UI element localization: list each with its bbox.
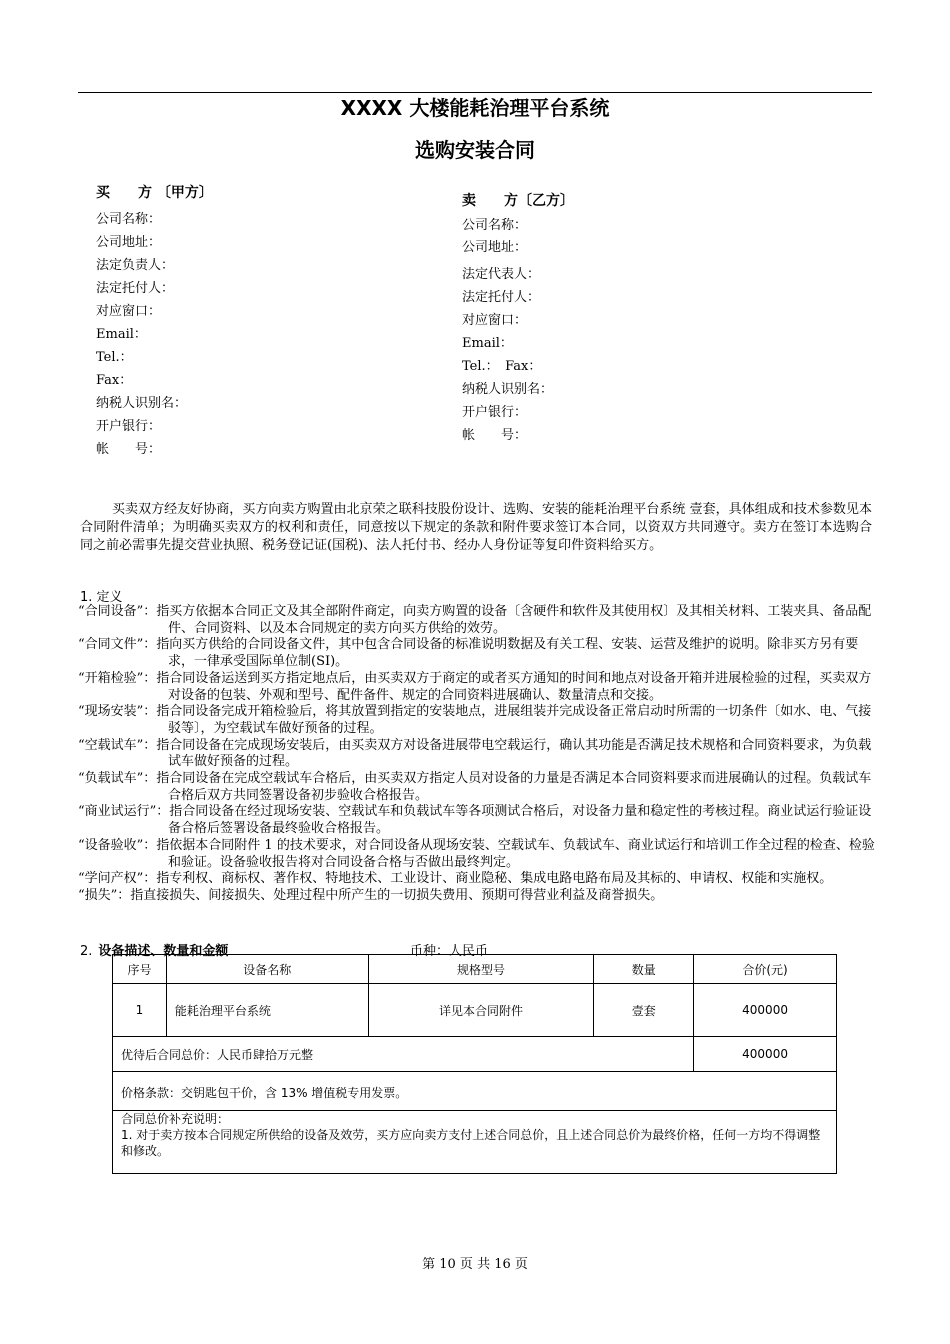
intro-paragraph: 买卖双方经友好协商，买方向卖方购置由北京荣之联科技股份设计、选购、安装的能耗治理平台系统 壹套，具体组成和技术参数见本合同附件清单；为明确买卖双方的权利和责任，同意按以下规定的条款和附件要求签订本合同，以资双方共同遵守。卖方在签订本选购合同之前必需事先提交营业执照、税务登记证(国税)、法人托付书、经办人身份证等复印件资料给买方。 — [80, 502, 872, 553]
section-2-label: 设备描述、数量和金额 — [98, 944, 229, 959]
seller-block — [462, 190, 574, 447]
equipment-table — [112, 954, 837, 1174]
definition-item: “开箱检验”：指合同设备运送到买方指定地点后，由买卖双方于商定的或者买方通知的时间和地点对设备开箱并进展检验的过程，买卖双方对设备的包装、外观和型号、配件备件、规定的合同资料进展确认、数量清点和交接。 — [78, 670, 872, 703]
page-footer: 第 10 页 共 16 页 — [422, 1257, 528, 1272]
col-header: 数量 — [594, 955, 694, 984]
table-header-row — [113, 955, 837, 984]
col-header: 序号 — [113, 955, 167, 984]
buyer-field: 纳税人识别名： — [96, 396, 188, 411]
seller-field: Email： — [462, 336, 513, 351]
seller-field: 公司名称： — [462, 218, 528, 233]
definition-item: “学问产权”：指专利权、商标权、著作权、特地技术、工业设计、商业隐秘、集成电路电路布局及其标的、申请权、权能和实施权。 — [78, 871, 833, 887]
definition-item: “现场安装”：指合同设备完成开箱检验后，将其放置到指定的安装地点，进展组装并完成设备正常启动时所需的一切条件〔如水、电、气接驳等〕，为空载试车做好预备的过程。 — [78, 704, 872, 736]
seller-field: Tel.： Fax： — [462, 359, 542, 374]
definition-item: “合同设备”：指买方依据本合同正文及其全部附件商定，向卖方购置的设备〔含硬件和软件及其使用权〕及其相关材料、工装夹具、备品配件、合同资料、以及本合同规定的卖方向买方供给的效劳。 — [78, 604, 872, 636]
buyer-field: 法定托付人： — [96, 281, 175, 296]
note-text: 1. 对于卖方按本合同规定所供给的设备及效劳，买方应向卖方支付上述合同总价，且上述合同总价为最终价格，任何一方均不得调整和修改。 — [121, 1128, 821, 1158]
cell-index: 1 — [113, 984, 167, 1037]
cell-spec: 详见本合同附件 — [368, 984, 594, 1037]
cell-quantity: 壹套 — [594, 984, 694, 1037]
seller-field: 公司地址： — [462, 240, 528, 255]
note-title: 合同总价补充说明： — [121, 1112, 230, 1126]
total-value: 400000 — [694, 1037, 837, 1072]
currency-note: 币种：人民币 — [410, 944, 489, 959]
seller-field: 开户银行： — [462, 405, 528, 420]
definitions-list — [78, 604, 878, 905]
buyer-field: 对应窗口： — [96, 304, 162, 319]
total-row — [113, 1037, 837, 1072]
buyer-field: 法定负责人： — [96, 258, 175, 273]
seller-field: 对应窗口： — [462, 313, 528, 328]
seller-field: 纳税人识别名： — [462, 382, 554, 397]
buyer-field: Fax： — [96, 373, 133, 388]
definition-item: “设备验收”：指依据本合同附件 1 的技术要求，对合同设备从现场安装、空载试车、负载试车、商业试运行和培训工作全过程的检查、检验和验证。设备验收报告将对合同设备合格与否做出最终判定。 — [78, 837, 875, 870]
total-label: 优待后合同总价：人民币肆拾万元整 — [113, 1037, 694, 1072]
cell-price: 400000 — [694, 984, 837, 1037]
definition-item: “空载试车”：指合同设备在完成现场安装后，由买卖双方对设备进展带电空载运行，确认其功能是否满足技术规格和合同资料要求，为负载试车做好预备的过程。 — [78, 737, 872, 770]
seller-heading: 卖 方〔乙方〕 — [462, 193, 574, 209]
buyer-field: 公司地址： — [96, 235, 162, 250]
definition-item: “损失”：指直接损失、间接损失、处理过程中所产生的一切损失费用、预期可得营业利益及商誉损失。 — [78, 887, 664, 903]
definition-item: “负载试车”：指合同设备在完成空载试车合格后，由买卖双方指定人员对设备的力量是否满足本合同资料要求而进展确认的过程。负载试车合格后双方共同签署设备初步验收合格报告。 — [78, 771, 872, 803]
note-cell — [113, 1111, 837, 1174]
price-terms: 价格条款：交钥匙包干价，含 13% 增值税专用发票。 — [113, 1072, 837, 1111]
definition-item: “商业试运行”：指合同设备在经过现场安装、空载试车和负载试车等各项测试合格后，对设备力量和稳定性的考核过程。商业试运行验证设备合格后签署设备最终验收合格报告。 — [78, 804, 872, 837]
seller-field: 帐 号： — [462, 428, 528, 443]
contract-subtitle: 选购安装合同 — [415, 138, 535, 162]
buyer-field: Email： — [96, 327, 147, 342]
section-1-heading: 1. 定义 — [80, 590, 123, 605]
buyer-heading: 买 方 〔甲方〕 — [96, 185, 213, 201]
buyer-field: 开户银行： — [96, 419, 162, 434]
buyer-field: Tel.： — [96, 350, 133, 365]
col-header: 规格型号 — [368, 955, 594, 984]
section-2-number: 2. — [80, 944, 93, 959]
buyer-field: 帐 号： — [96, 442, 162, 457]
definition-item: “合同文件”：指向买方供给的合同设备文件，其中包含合同设备的标准说明数据及有关工程、安装、运营及维护的说明。除非买方另有要求，一律承受国际单位制(SI)。 — [78, 637, 859, 670]
note-row — [113, 1111, 837, 1174]
col-header: 设备名称 — [166, 955, 368, 984]
price-terms-row — [113, 1072, 837, 1111]
seller-field: 法定托付人： — [462, 290, 541, 305]
seller-field: 法定代表人： — [462, 267, 541, 282]
buyer-block — [96, 182, 213, 461]
contract-title: XXXX 大楼能耗治理平台系统 — [340, 96, 610, 120]
buyer-field: 公司名称： — [96, 212, 162, 227]
col-header: 合价(元) — [694, 955, 837, 984]
cell-equipment-name: 能耗治理平台系统 — [166, 984, 368, 1037]
table-row — [113, 984, 837, 1037]
